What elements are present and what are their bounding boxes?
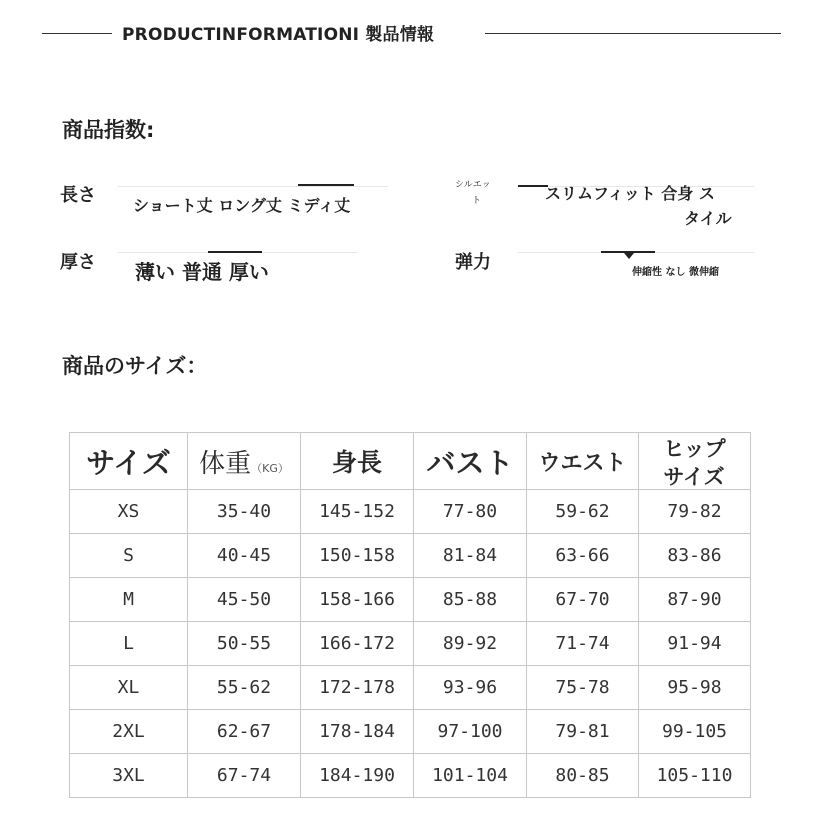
cell-weight: 62-67 [188,710,301,754]
cell-height: 158-166 [301,578,414,622]
header-size: サイズ [70,433,188,490]
table-row [70,666,751,710]
page-header [0,18,823,48]
cell-weight: 67-74 [188,754,301,798]
cell-waist: 59-62 [527,490,639,534]
silhouette-options-line1: スリムフィット 合身 ス [545,184,715,203]
table-row [70,534,751,578]
cell-hip: 99-105 [639,710,751,754]
header-weight: 体重（KG） [188,433,301,490]
cell-hip: 79-82 [639,490,751,534]
header-height: 身長 [301,433,414,490]
header-rule-left [42,33,112,34]
cell-size: 3XL [70,754,188,798]
table-row [70,710,751,754]
size-table [69,432,751,798]
cell-size: S [70,534,188,578]
cell-height: 178-184 [301,710,414,754]
elasticity-label: 弹力 [455,252,491,273]
header-title: PRODUCTINFORMATIONI 製品情報 [122,25,435,45]
cell-hip: 91-94 [639,622,751,666]
table-row [70,578,751,622]
cell-height: 150-158 [301,534,414,578]
silhouette-marker [518,185,548,187]
length-options: ショート丈 ロング丈 ミディ丈 [133,196,351,215]
cell-weight: 50-55 [188,622,301,666]
size-table-header-row [70,433,751,490]
table-row [70,622,751,666]
cell-hip: 87-90 [639,578,751,622]
cell-height: 145-152 [301,490,414,534]
cell-bust: 85-88 [414,578,527,622]
cell-waist: 75-78 [527,666,639,710]
table-row [70,490,751,534]
silhouette-options-line2: タイル [684,209,732,228]
cell-height: 172-178 [301,666,414,710]
cell-size: M [70,578,188,622]
cell-hip: 105-110 [639,754,751,798]
cell-bust: 81-84 [414,534,527,578]
cell-height: 184-190 [301,754,414,798]
cell-bust: 89-92 [414,622,527,666]
length-label: 長さ [60,185,96,206]
thickness-label: 厚さ [60,252,96,273]
cell-size: XS [70,490,188,534]
header-waist: ウエスト [527,433,639,490]
cell-weight: 45-50 [188,578,301,622]
header-rule-right [485,33,781,34]
cell-bust: 77-80 [414,490,527,534]
cell-waist: 71-74 [527,622,639,666]
header-hip: ヒップ サイズ [639,433,751,490]
cell-weight: 55-62 [188,666,301,710]
cell-height: 166-172 [301,622,414,666]
cell-size: XL [70,666,188,710]
cell-bust: 97-100 [414,710,527,754]
cell-waist: 63-66 [527,534,639,578]
elasticity-marker-dot [624,253,634,259]
silhouette-label-line1: シルエッ [455,180,491,190]
cell-bust: 93-96 [414,666,527,710]
length-marker [298,184,354,186]
index-section-title: 商品指数: [62,118,155,142]
thickness-options: 薄い 普通 厚い [135,260,269,284]
cell-weight: 35-40 [188,490,301,534]
table-row [70,754,751,798]
length-scale-line [118,186,388,187]
elasticity-options: 伸縮性 なし 微伸縮 [632,267,719,278]
cell-size: L [70,622,188,666]
cell-size: 2XL [70,710,188,754]
cell-waist: 79-81 [527,710,639,754]
cell-weight: 40-45 [188,534,301,578]
cell-hip: 83-86 [639,534,751,578]
cell-waist: 67-70 [527,578,639,622]
thickness-marker [208,251,262,253]
silhouette-label-line2: ト [472,196,482,206]
cell-waist: 80-85 [527,754,639,798]
cell-bust: 101-104 [414,754,527,798]
size-section-title: 商品のサイズ： [62,354,208,378]
cell-hip: 95-98 [639,666,751,710]
header-bust: バスト [414,433,527,490]
